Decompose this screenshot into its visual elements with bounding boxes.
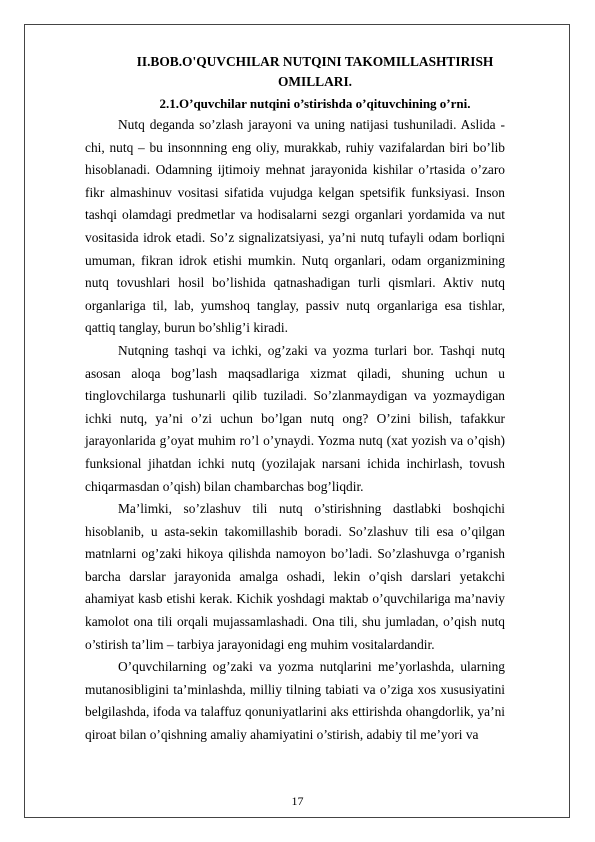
page-content <box>85 52 505 747</box>
paragraph-2: Nutqning tashqi va ichki, og’zaki va yozma turlari bor. Tashqi nutq asosan aloqa bog’lash maqsadlariga xizmat qiladi, shuning uchun u tinglovchilarga tushunarli qilib tuziladi. So’zlanmaydigan va yozmaydigan ichki nutq, ya’ni o’zi uchun bo’lgan nutq ong? O’zini bilish, tafakkur jarayonlarida g’oyat muhim ro’l o’ynaydi. Yozma nutq (xat yozish va o’qish) funksional jihatdan ichki nutq (yozilajak narsani ichida inchirlash, tovush chiqarmasdan o’qish) bilan chambarchas bog’liqdir. <box>85 342 505 494</box>
section-title: 2.1.O’quvchilar nutqini o’stirishda o’qituvchining o’rni. <box>159 96 471 111</box>
paragraph-1: Nutq deganda so’zlash jarayoni va uning natijasi tushuniladi. Aslida - chi, nutq – bu insonnning eng oliy, murakkab, ruhiy vazifalardan biri bo’lib hisoblanadi. Odamning ijtimoiy mehnat jarayonida kishilar o’rtasida o’zaro fikr almashinuv vositasi sifatida vujudga kelgan spetsifik funksiyasi. Inson tashqi olamdagi predmetlar va hodisalarni sezgi organlari yordamida va nut vositasida idrok etadi. So’z signalizatsiyasi, ya’ni nutq tufayli odam borliqni umuman, fikran idrok etishi mumkin. Nutq organlari, odam organizmining nutq tovushlari hosil bo’lishida qatnashadigan turli qismlari. Aktiv nutq organlariga til, lab, yumshoq tanglay, passiv nutq organlariga esa tishlar, qattiq tanglay, burun bo’shlig’i kiradi. <box>85 117 505 336</box>
paragraph-4: O’quvchilarning og’zaki va yozma nutqlarini me’yorlashda, ularning mutanosibligini ta’minlashda, milliy tilning tabiati va o’ziga xos xususiyatini belgilashda, ifoda va talaffuz qonuniyatlarini aks ettirishda ohangdorlik, ya’ni qiroat bilan o’qishning amaliy ahamiyatini o’stirish, adabiy til me’yori va <box>85 659 505 743</box>
page-number: 17 <box>291 794 304 808</box>
paragraph-3: Ma’limki, so’zlashuv tili nutq o’stirishning dastlabki boshqichi hisoblanib, u asta-sekin takomillashib boradi. So’zlashuv tili esa o’qilgan matnlarni og’zaki hikoya qilishda namoyon bo’ladi. So’zlashuvga o’rganish barcha darslar jarayonida amalga oshadi, lekin o’qish darslari yetakchi ahamiyat kasb etishi kerak. Kichik yoshdagi maktab o’quvchilariga ma’naviy kamolot ona tili orqali mujassamlashadi. Ona tili, shu jumladan, o’qish nutq o’stirish ta’lim – tarbiya jarayonidagi eng muhim vositalardandir. <box>85 501 505 652</box>
chapter-title: II.BOB.O'QUVCHILAR NUTQINI TAKOMILLASHTIRISH OMILLARI. <box>136 54 494 89</box>
